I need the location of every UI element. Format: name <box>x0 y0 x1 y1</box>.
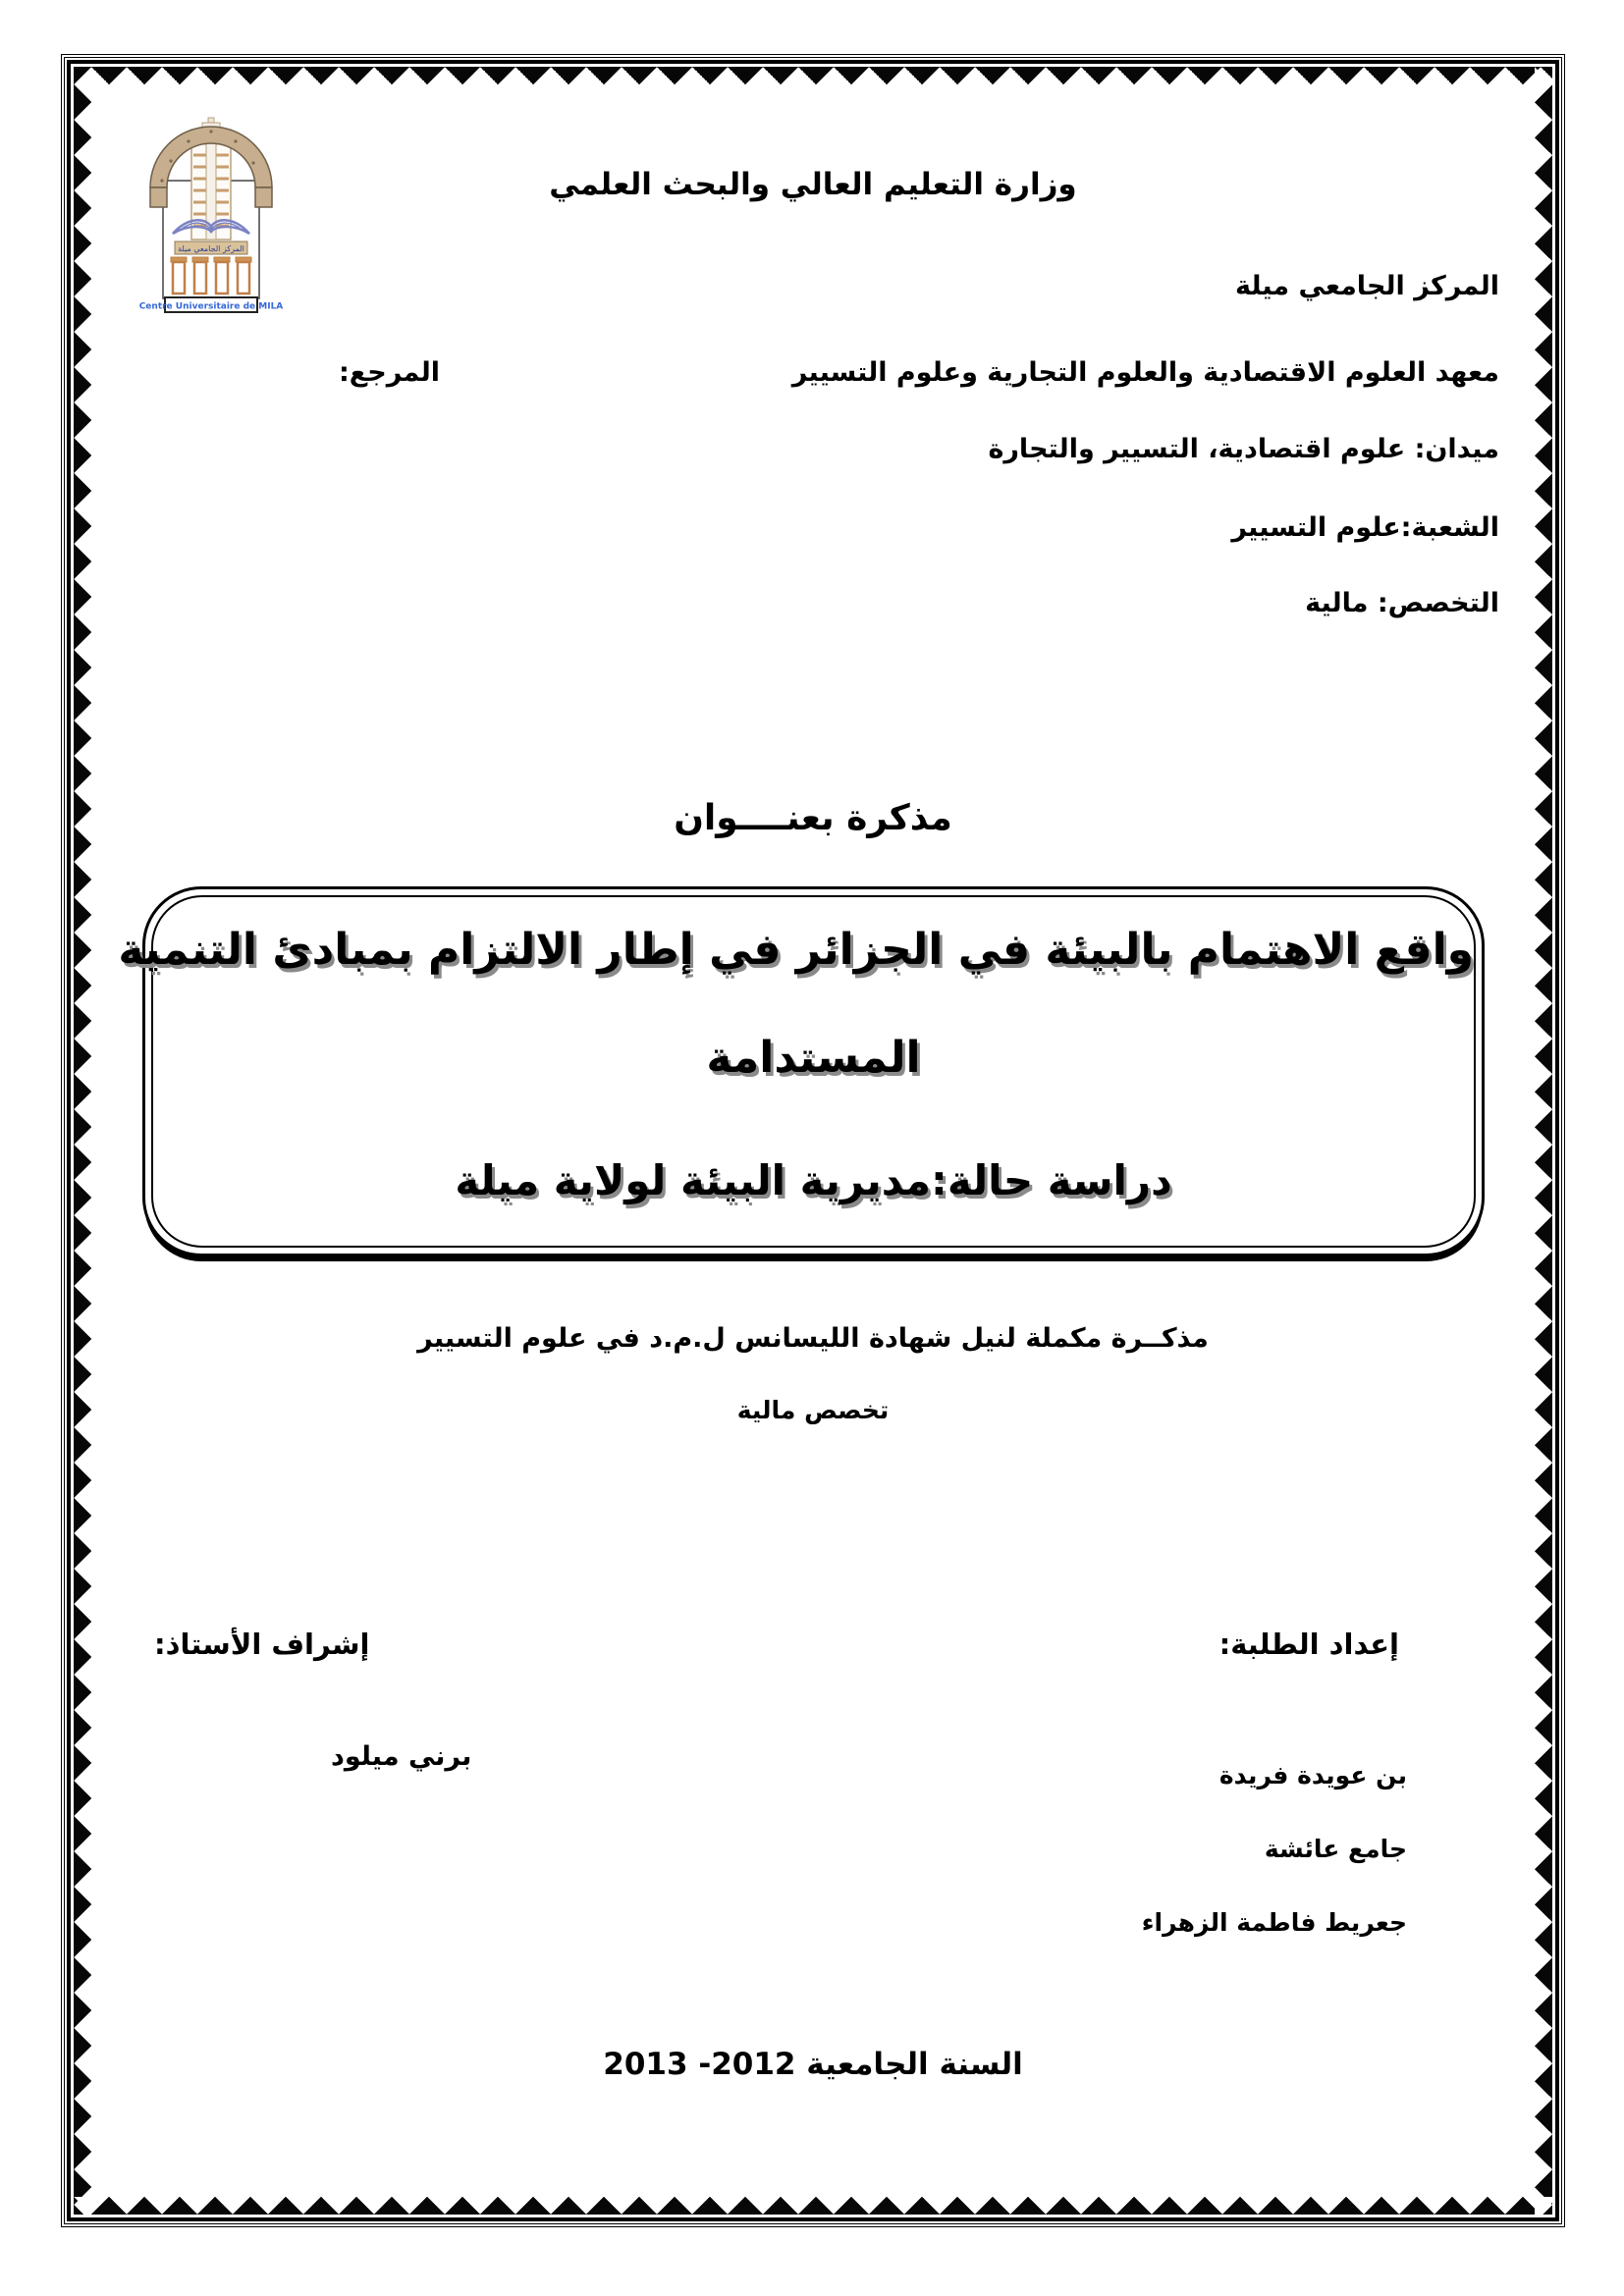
institute-name: معهد العلوم الاقتصادية والعلوم التجارية وعلوم التسيير <box>791 357 1499 388</box>
logo-caption-french: Centre Universitaire de MILA <box>138 301 284 312</box>
zigzag-left-edge <box>74 67 91 2215</box>
border-line-outer <box>61 54 1565 2227</box>
field-line: ميدان: علوم اقتصادية، التسيير والتجارة <box>988 434 1499 464</box>
title-box-inner <box>118 895 1476 1248</box>
zigzag-bottom-edge <box>74 2197 1552 2215</box>
memo-specialty: تخصص مالية <box>736 1396 890 1424</box>
student-name: جعريط فاطمة الزهراء <box>1141 1908 1407 1937</box>
page-content <box>91 84 1535 2197</box>
zigzag-border-band <box>74 67 1552 2215</box>
student-name: بن عويدة فريدة <box>1218 1761 1407 1789</box>
border-line-inner <box>67 60 1559 2221</box>
supervisor-name: برني ميلود <box>331 1741 472 1772</box>
border-line-middle <box>64 57 1562 2224</box>
memo-heading: مذكرة بعنــــوان <box>674 798 952 838</box>
students-list <box>1142 1738 1407 1959</box>
university-logo <box>137 114 285 315</box>
logo-caption-arabic: المركز الجامعي ميلة <box>178 244 244 253</box>
supervisor-label: إشراف الأستاذ: <box>154 1628 370 1661</box>
zigzag-top-edge <box>74 67 1552 84</box>
university-name: المركز الجامعي ميلة <box>1235 271 1499 301</box>
specialty-line: التخصص: مالية <box>1305 588 1499 618</box>
thesis-title-line2: المستدامة <box>706 1033 921 1083</box>
case-study-line: دراسة حالة:مديرية البيئة لولاية ميلة <box>455 1156 1172 1204</box>
title-box <box>118 886 1485 1256</box>
student-name: جامع عائشة <box>1264 1835 1407 1863</box>
reference-label: المرجع: <box>339 357 440 388</box>
branch-line: الشعبة:علوم التسيير <box>1231 512 1499 543</box>
academic-year: السنة الجامعية 2012- 2013 <box>603 2047 1023 2082</box>
thesis-title-line1: واقع الاهتمام بالبيئة في الجزائر في إطار الالتزام بمبادئ التنمية <box>118 925 1474 975</box>
prepared-by-label: إعداد الطلبة: <box>1218 1628 1399 1661</box>
memo-note: مذكــرة مكملة لنيل شهادة الليسانس ل.م.د في علوم التسيير <box>417 1323 1209 1354</box>
zigzag-right-edge <box>1535 67 1552 2215</box>
ministry-title: وزارة التعليم العالي والبحث العلمي <box>549 167 1077 202</box>
decorative-border-frame <box>61 54 1565 2227</box>
